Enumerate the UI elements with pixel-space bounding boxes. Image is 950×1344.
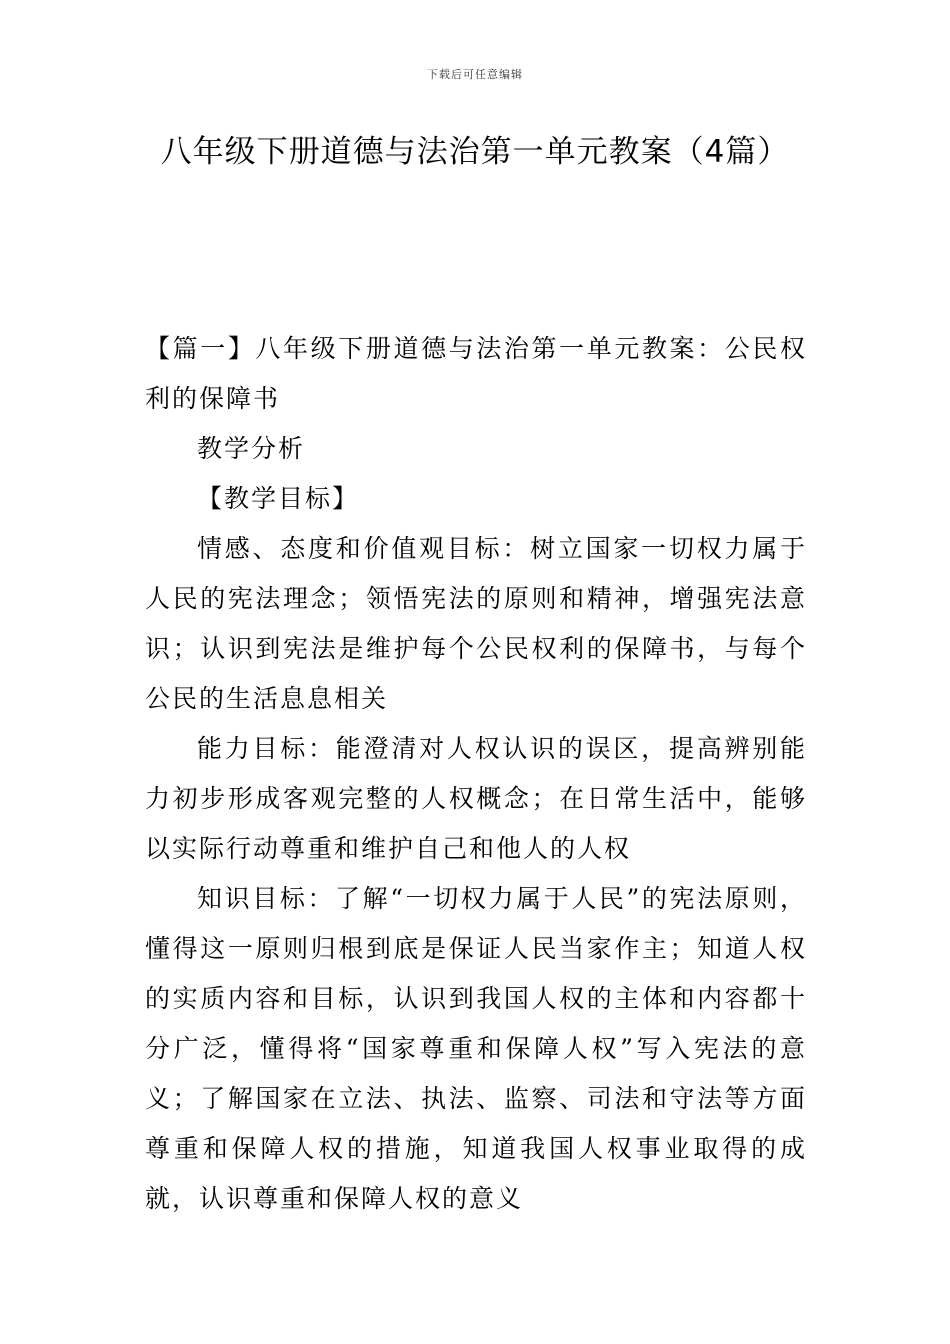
paragraph-knowledge-goal: 知识目标：了解“一切权力属于人民”的宪法原则，懂得这一原则归根到底是保证人民当家作主；知道人权的实质内容和目标，认识到我国人权的主体和内容都十分广泛，懂得将“国家尊重和保障人权”写入宪法的意义；了解国家在立法、执法、监察、司法和守法等方面尊重和保障人权的措施，知道我国人权事业取得的成就，认识尊重和保障人权的意义 (145, 884, 807, 1213)
section-heading: 【篇一】八年级下册道德与法治第一单元教案：公民权利的保障书 (145, 334, 807, 413)
header-note: 下载后可任意编辑 (427, 68, 523, 81)
document-title: 八年级下册道德与法治第一单元教案（4篇） (160, 134, 790, 170)
document-body (145, 324, 807, 1224)
subheading-teaching-goals: 【教学目标】 (197, 484, 360, 513)
paragraph-emotion-goal: 情感、态度和价值观目标：树立国家一切权力属于人民的宪法理念；领悟宪法的原则和精神，增强宪法意识；认识到宪法是维护每个公民权利的保障书，与每个公民的生活息息相关 (145, 534, 807, 713)
subheading-teaching-analysis: 教学分析 (197, 434, 306, 463)
paragraph-ability-goal: 能力目标：能澄清对人权认识的误区，提高辨别能力初步形成客观完整的人权概念；在日常生活中，能够以实际行动尊重和维护自己和他人的人权 (145, 734, 807, 863)
